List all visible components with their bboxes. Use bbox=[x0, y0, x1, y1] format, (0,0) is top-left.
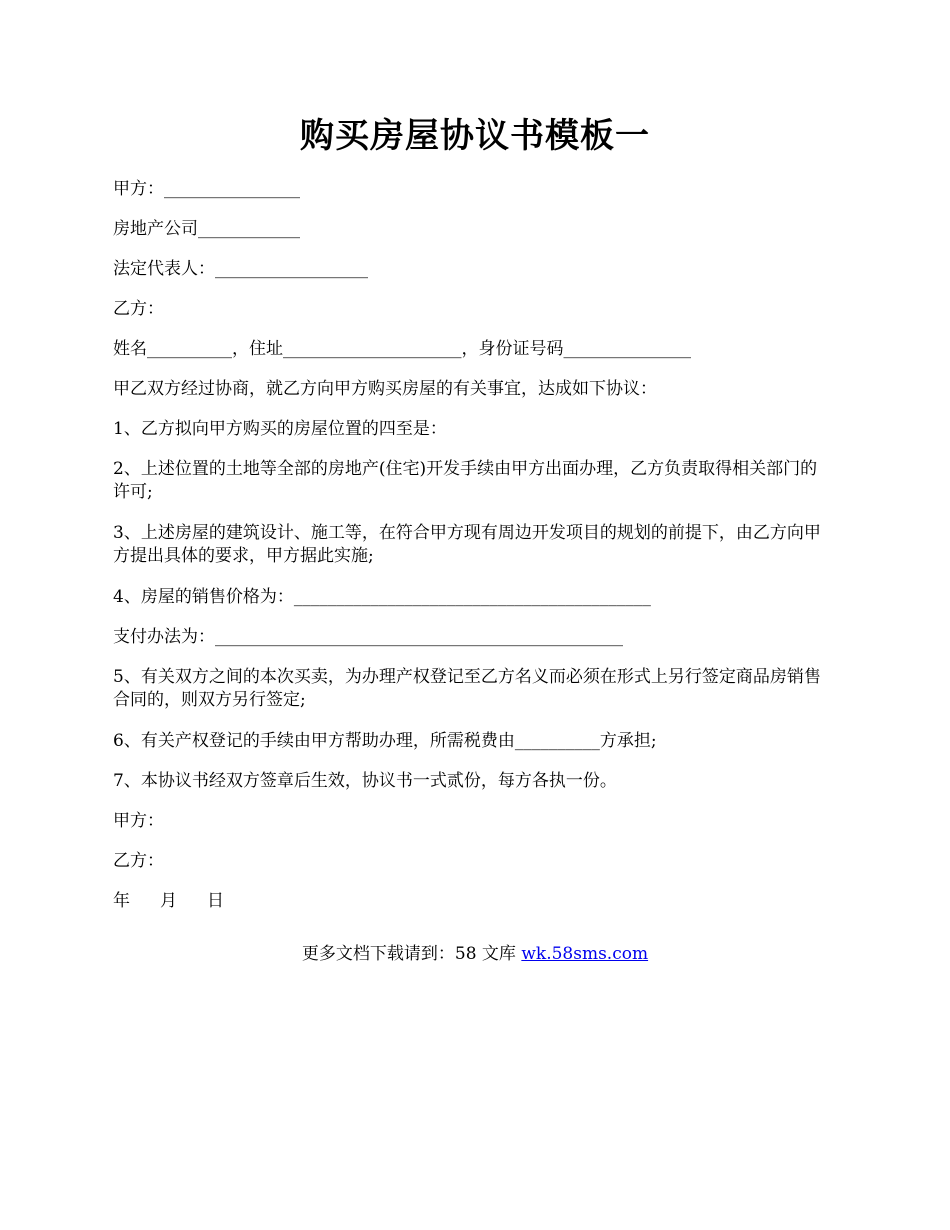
date-month: 月 bbox=[160, 891, 177, 911]
date-day: 日 bbox=[207, 891, 224, 911]
clause-2: 2、上述位置的土地等全部的房地产(住宅)开发手续由甲方出面办理，乙方负责取得相关部门的许可; bbox=[113, 459, 818, 502]
clause-1: 1、乙方拟向甲方购买的房屋位置的四至是： bbox=[113, 419, 447, 439]
document-title: 购买房屋协议书模板一 bbox=[300, 116, 650, 156]
date-line bbox=[113, 890, 833, 913]
footer bbox=[0, 943, 950, 966]
clause-3: 3、上述房屋的建筑设计、施工等，在符合甲方现有周边开发项目的规划的前提下，由乙方向甲方提出具体的要求，甲方据此实施; bbox=[113, 523, 821, 566]
clause-6: 6、有关产权登记的手续由甲方帮助办理，所需税费由__________方承担; bbox=[113, 731, 657, 751]
clause-7: 7、本协议书经双方签章后生效，协议书一式贰份，每方各执一份。 bbox=[113, 771, 617, 791]
signature-party-a: 甲方： bbox=[113, 811, 164, 831]
clause-5: 5、有关双方之间的本次买卖，为办理产权登记至乙方名义而必须在形式上另行签定商品房销售合同的，则双方另行签定; bbox=[113, 667, 821, 710]
signature-party-b: 乙方： bbox=[113, 851, 164, 871]
agreement-intro: 甲乙双方经过协商，就乙方向甲方购买房屋的有关事宜，达成如下协议： bbox=[113, 379, 657, 399]
clause-4-price: 4、房屋的销售价格为：__________________________________________ bbox=[113, 587, 651, 607]
footer-text: 更多文档下载请到：58 文库 bbox=[301, 944, 522, 964]
footer-link[interactable]: wk.58sms.com bbox=[521, 944, 649, 964]
legal-representative-line: 法定代表人：__________________ bbox=[113, 259, 368, 279]
party-b-details-line: 姓名__________，住址_____________________，身份证号码_______________ bbox=[113, 339, 691, 359]
real-estate-company-line: 房地产公司____________ bbox=[113, 219, 300, 239]
date-year: 年 bbox=[113, 891, 130, 911]
document-body bbox=[113, 178, 833, 930]
payment-method-line: 支付办法为：________________________________________________ bbox=[113, 627, 623, 647]
party-b-line: 乙方： bbox=[113, 299, 164, 319]
party-a-line: 甲方：________________ bbox=[113, 179, 300, 199]
